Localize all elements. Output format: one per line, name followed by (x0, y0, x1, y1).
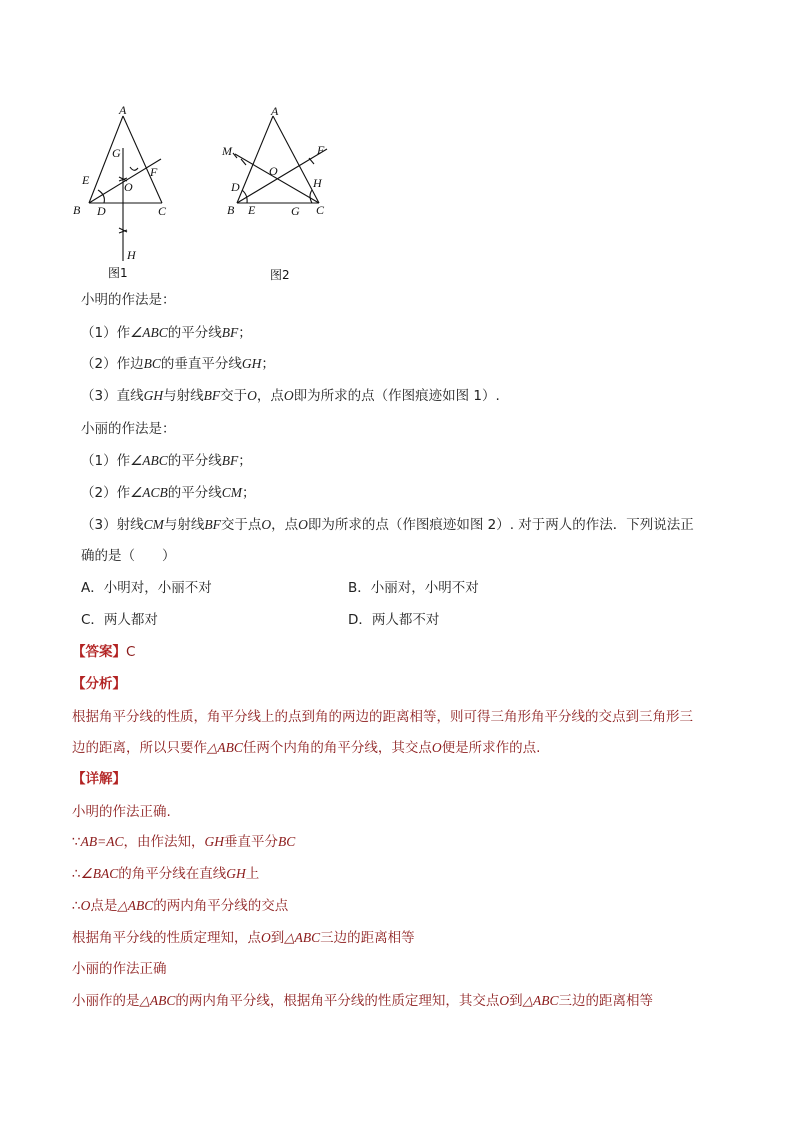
xiaoli-step-3: （3）射线CM与射线BF交于点O，点O即为所求的点（作图痕迹如图 2）. 对于两人的作法．下列说法正 (81, 517, 694, 533)
analysis-tag: 【分析】 (72, 676, 126, 692)
detail-l1: 小明的作法正确. (72, 804, 171, 820)
answer-line (72, 644, 135, 660)
figure-2-caption: 图2 (270, 268, 290, 282)
option-a: A．小明对，小丽不对 (81, 580, 212, 596)
fig2-label-A: A (271, 104, 279, 118)
detail-l2: ∵AB=AC，由作法知，GH垂直平分BC (72, 834, 296, 850)
answer-tag: 【答案】 (72, 644, 126, 660)
option-b: B．小丽对，小明不对 (348, 580, 479, 596)
fig2-label-B: B (227, 203, 235, 217)
fig2-label-D: D (231, 180, 240, 194)
detail-tag: 【详解】 (72, 771, 126, 787)
detail-l3: ∴∠BAC的角平分线在直线GH上 (72, 866, 260, 882)
fig2-label-H: H (313, 176, 322, 190)
fig2-label-O: O (269, 164, 278, 178)
xiaoming-step-3: （3）直线GH与射线BF交于O，点O即为所求的点（作图痕迹如图 1）. (81, 388, 500, 404)
fig1-label-B: B (73, 203, 81, 217)
detail-l4: ∴O点是△ABC的两内角平分线的交点 (72, 898, 289, 914)
fig1-label-E: E (82, 173, 90, 187)
xiaoli-step-2: （2）作∠ACB的平分线CM； (81, 485, 256, 501)
question-stem-end: 确的是（ ） (81, 548, 176, 564)
fig2-label-F: F (317, 143, 325, 157)
figure-2-diagram (216, 102, 341, 227)
fig2-label-G: G (291, 204, 300, 218)
analysis-p1: 根据角平分线的性质，角平分线上的点到角的两边的距离相等，则可得三角形角平分线的交点到三角形三 (72, 709, 693, 725)
fig1-label-D: D (97, 204, 106, 218)
xiaoming-title: 小明的作法是： (81, 292, 176, 308)
detail-l5: 根据角平分线的性质定理知，点O到△ABC三边的距离相等 (72, 930, 415, 946)
fig2-label-C: C (316, 203, 325, 217)
figure-1 (68, 102, 178, 267)
fig1-label-A: A (119, 103, 127, 117)
fig2-label-E: E (248, 203, 256, 217)
figure-1-diagram (68, 102, 178, 267)
fig1-label-O: O (124, 180, 133, 194)
fig1-label-G: G (112, 146, 121, 160)
option-d: D．两人都不对 (348, 612, 440, 628)
xiaoming-step-1: （1）作∠ABC的平分线BF； (81, 325, 252, 341)
detail-l6: 小丽的作法正确 (72, 961, 167, 977)
figure-1-caption: 图1 (108, 266, 128, 280)
detail-l7: 小丽作的是△ABC的两内角平分线，根据角平分线的性质定理知，其交点O到△ABC三边的距离相等 (72, 993, 654, 1009)
fig1-label-C: C (158, 204, 167, 218)
fig2-label-M: M (222, 144, 232, 158)
fig1-label-F: F (150, 165, 158, 179)
xiaoli-step-1: （1）作∠ABC的平分线BF； (81, 453, 252, 469)
analysis-p2: 边的距离，所以只要作△ABC任两个内角的角平分线，其交点O便是所求作的点. (72, 740, 541, 756)
answer-value: C (126, 644, 136, 660)
fig1-label-H: H (127, 248, 136, 262)
xiaoming-step-2: （2）作边BC的垂直平分线GH； (81, 356, 275, 372)
xiaoli-title: 小丽的作法是： (81, 421, 176, 437)
figure-2 (216, 102, 341, 227)
option-c: C．两人都对 (81, 612, 158, 628)
